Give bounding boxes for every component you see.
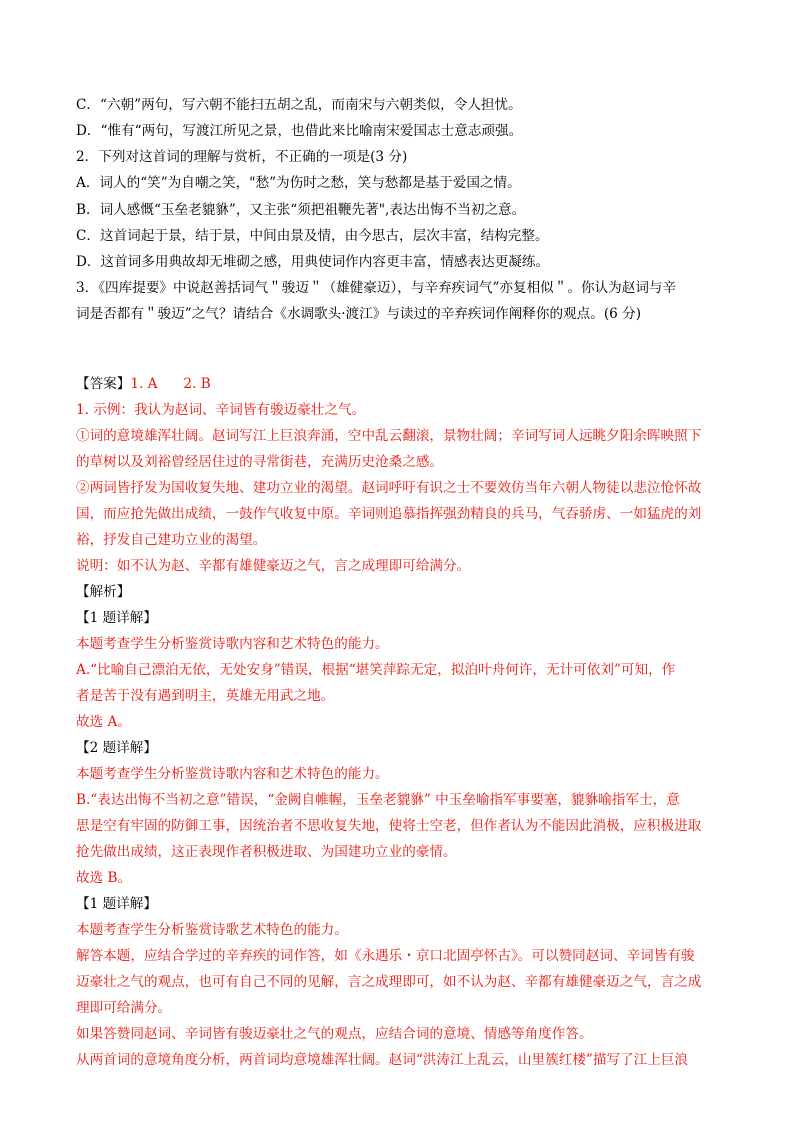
answer-header	[76, 375, 726, 393]
q2-conclusion: 故选 B。	[76, 870, 132, 886]
q2-option-d: D．这首词多用典故却无堆砌之感，用典使词作内容更丰富，情感表达更凝练。	[76, 254, 550, 270]
answer-line: 的草树以及刘裕曾经居住过的寻常街巷，充满历史沧桑之感。	[76, 454, 444, 470]
option-c-line: C．“六朝”两句，写六朝不能扫五胡之乱，而南宋与六朝类似，令人担忧。	[76, 97, 522, 113]
answer-line: 1. 示例：我认为赵词、辛词皆有骏迈豪壮之气。	[76, 402, 366, 418]
q2-explanation: 思是空有牢固的防御工事，因统治者不思收复失地，使将士空老，但作者认为不能因此消极，应积极进取	[76, 818, 702, 834]
option-d-line: D．“惟有“两句，写渡江所见之景，也借此来比喻南宋爱国志士意志顽强。	[76, 123, 523, 139]
answer-line: 国，而应抢先做出成绩，一鼓作气收复中原。辛词则追慕指挥强劲精良的兵马，气吞骄虏、一如猛虎的刘	[76, 506, 702, 522]
q3-explanation: 解答本题，应结合学过的辛弃疾的词作答，如《永遇乐・京口北固亭怀古》。可以赞同赵词、辛词皆有骏	[76, 948, 695, 964]
q2-intro: 本题考查学生分析鉴赏诗歌内容和艺术特色的能力。	[76, 766, 389, 782]
question-3-stem-cont: 词是否都有＂骏迈”之气？请结合《水调歌头·渡江》与读过的辛弃疾词作阐释你的观点。(6 分)	[76, 306, 642, 322]
answer-line: ①词的意境雄浑壮阔。赵词写江上巨浪奔涌，空中乱云翻滚，景物壮阔；辛词写词人远眺夕阳余晖映照下	[76, 428, 702, 444]
q3-explanation: 从两首词的意境角度分析，两首词均意境雄浑壮阔。赵词“洪涛江上乱云，山里簇红楼”描写了江上巨浪	[76, 1052, 689, 1068]
answer-line: 裕，抒发自己建功立业的渴望。	[76, 532, 267, 548]
q2-explanation: B.“表达出悔不当初之意”错误，“金阙自帷幄，玉垒老貔貅” 中玉垒喻指军事要塞，貔貅喻指军士，意	[76, 792, 680, 808]
question-2-stem: 2．下列对这首词的理解与赏析，不正确的一项是(3 分)	[76, 149, 408, 165]
q2-option-a: A．词人的“笑”为自嘲之笑，"愁”为伤时之愁，笑与愁都是基于爱国之情。	[76, 175, 521, 191]
answer-line: ②两词皆抒发为国收复失地、建功立业的渴望。赵词呼吁有识之士不要效仿当年六朝人物徒以悲泣怆怀故	[76, 480, 702, 496]
q1-intro: 本题考查学生分析鉴赏诗歌内容和艺术特色的能力。	[76, 636, 389, 652]
q3-explanation: 迈豪壮之气的观点，也可有自己不同的见解，言之成理即可，如不认为赵、辛都有雄健豪迈之气，言之成	[76, 974, 702, 990]
q3-detail-header: 【1 题详解】	[76, 896, 157, 912]
q1-explanation: 者是苦于没有遇到明主，英雄无用武之地。	[76, 688, 335, 704]
q3-explanation: 理即可给满分。	[76, 1000, 172, 1016]
q2-option-b: B．词人感慨“玉垒老貔貅”，又主张“须把祖鞭先著",表达出悔不当初之意。	[76, 202, 526, 218]
q2-detail-header: 【2 题详解】	[76, 740, 157, 756]
answer-key: 1. A 2. B	[130, 376, 211, 392]
q1-detail-header: 【1 题详解】	[76, 610, 157, 626]
q1-conclusion: 故选 A。	[76, 714, 131, 730]
question-3-stem: 3．《四库提要》中说赵善括词气＂骏迈＂（雄健豪迈），与辛弃疾词气”亦复相似＂。你认为赵词与辛	[76, 280, 677, 296]
analysis-label: 【解析】	[76, 584, 131, 600]
q2-explanation: 抢先做出成绩，这正表现作者积极进取、为国建功立业的豪情。	[76, 844, 457, 860]
q2-option-c: C．这首词起于景，结于景，中间由景及情，由今思古，层次丰富，结构完整。	[76, 228, 549, 244]
q3-intro: 本题考查学生分析鉴赏诗歌艺术特色的能力。	[76, 922, 348, 938]
q1-explanation: A.“比喻自己漂泊无依，无处安身”错误，根据“堪笑萍踪无定，拟泊叶舟何许，无计可依刘”可知，作	[76, 662, 676, 678]
q3-explanation: 如果答赞同赵词、辛词皆有骏迈豪壮之气的观点，应结合词的意境、情感等角度作答。	[76, 1026, 593, 1042]
answer-note: 说明：如不认为赵、辛都有雄健豪迈之气，言之成理即可给满分。	[76, 558, 471, 574]
answer-label: 【答案】	[76, 376, 131, 392]
